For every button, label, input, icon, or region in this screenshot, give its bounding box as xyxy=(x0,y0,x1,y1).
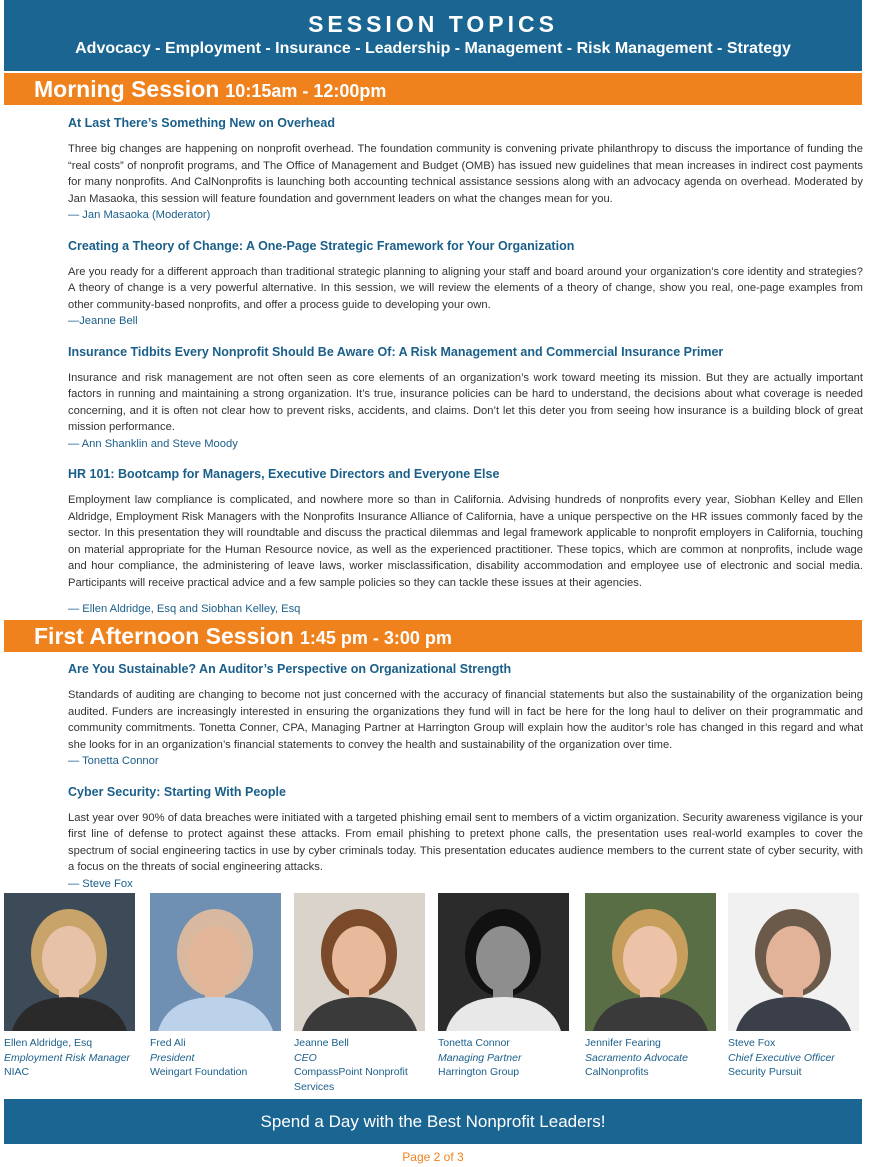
speaker-title: President xyxy=(150,1051,195,1064)
morning-session-bar xyxy=(4,73,862,105)
topic-body: Employment law compliance is complicated, and nowhere more so than in California. Advising hundreds of nonprofits every year, Siobhan Kelley and Ellen Aldridge, Employment Risk Managers with the Nonprofits Insurance Alliance of California, have a unique perspective on the HR issues commonly faced by the sector. In this presentation they will roundtable and discuss the practical dilemmas and legal framework applicable to nonprofit employers in California, touching on material appropriate for the Human Resource novice, as well as the experienced practitioner. These topics, which are common at nonprofits, include wage and hour compliance, the administering of leave laws, worker misclassification, disability accommodation and employee use of electronic and social media. Participants will receive practical advice and a few sample policies so they can tackle these issues at their agencies. xyxy=(68,494,863,589)
topic-title: At Last There’s Something New on Overhead xyxy=(68,116,335,130)
afternoon-session-bar xyxy=(4,620,862,652)
speaker-org: CalNonprofits xyxy=(585,1066,649,1078)
footer-banner: Spend a Day with the Best Nonprofit Leaders! xyxy=(4,1099,862,1144)
topic-speaker: —Jeanne Bell xyxy=(68,315,138,327)
speaker-photo xyxy=(150,893,281,1031)
speaker-org: NIAC xyxy=(4,1066,30,1078)
topic-theory-of-change xyxy=(68,239,863,330)
speaker-photo xyxy=(294,893,425,1031)
afternoon-topics xyxy=(68,662,863,892)
speaker-name: Fred Ali xyxy=(150,1037,186,1049)
topic-insurance xyxy=(68,345,863,453)
header-title: SESSION TOPICS xyxy=(308,11,558,37)
speaker-name: Tonetta Connor xyxy=(438,1037,510,1049)
afternoon-session-name: First Afternoon Session xyxy=(34,623,294,649)
morning-topics xyxy=(68,116,863,618)
topic-title: Creating a Theory of Change: A One-Page Strategic Framework for Your Organization xyxy=(68,238,575,253)
speaker-org: Weingart Foundation xyxy=(150,1066,248,1078)
morning-session-time: 10:15am - 12:00pm xyxy=(225,81,387,101)
topic-title: HR 101: Bootcamp for Managers, Executive Directors and Everyone Else xyxy=(68,467,500,481)
afternoon-session-time: 1:45 pm - 3:00 pm xyxy=(299,628,452,648)
topic-body: Are you ready for a different approach than traditional strategic planning to aligning your staff and board around your organization’s core identity and strategies? A theory of change is a very powerful alternative. In this session, we will review the elements of a theory of change, show you real, one-page examples from other community-based nonprofits, and offer a process guide to developing your own. xyxy=(68,265,863,311)
topic-hr-101 xyxy=(68,467,863,618)
speaker-photo xyxy=(728,893,859,1031)
speaker-name: Steve Fox xyxy=(728,1037,776,1049)
speaker-photo xyxy=(4,893,135,1031)
speaker-photo xyxy=(585,893,716,1031)
topic-title: Insurance Tidbits Every Nonprofit Should Be Aware Of: A Risk Management and Commercial Insurance Primer xyxy=(68,344,724,359)
speaker-card xyxy=(728,893,868,1080)
topic-speaker: — Steve Fox xyxy=(68,877,133,890)
topic-body: Insurance and risk management are not often seen as core elements of an organization’s work toward meeting its mission. But they are actually important factors in running and maintaining a strong organization. It’s true, insurance policies can be hard to understand, the decisions about what coverage is needed concerning, and it is often not clear how to prevent risks, accidents, and claims. Don’t let this deter you from seeing how insurance is a building block of great mission performance. xyxy=(68,371,863,433)
topic-cyber-security xyxy=(68,785,863,893)
speaker-name: Ellen Aldridge, Esq xyxy=(4,1037,93,1049)
speaker-photo xyxy=(438,893,569,1031)
speaker-card xyxy=(150,893,290,1080)
speaker-org: Harrington Group xyxy=(438,1066,520,1078)
speaker-name: Jeanne Bell xyxy=(294,1037,349,1049)
speaker-org: Security Pursuit xyxy=(728,1066,802,1078)
header-banner xyxy=(4,0,862,71)
morning-session-name: Morning Session xyxy=(34,76,220,102)
topic-sustainable xyxy=(68,662,863,770)
speaker-card xyxy=(585,893,725,1080)
speaker-name: Jennifer Fearing xyxy=(585,1037,661,1049)
topic-speaker: — Ellen Aldridge, Esq and Siobhan Kelley, Esq xyxy=(68,603,301,615)
topic-overhead xyxy=(68,116,863,224)
speaker-title: Managing Partner xyxy=(438,1051,522,1064)
speaker-card xyxy=(438,893,578,1080)
speaker-card xyxy=(4,893,144,1080)
topic-speaker: — Tonetta Connor xyxy=(68,755,159,767)
topic-title: Are You Sustainable? An Auditor’s Perspective on Organizational Strength xyxy=(68,662,512,676)
speaker-title: Employment Risk Manager xyxy=(4,1051,131,1064)
header-subtitle: Advocacy - Employment - Insurance - Leadership - Management - Risk Management - Strategy xyxy=(75,40,791,57)
topic-body: Last year over 90% of data breaches were initiated with a targeted phishing email sent to members of a victim organization. Security awareness vigilance is your first line of defense to protect against these attacks. From email phishing to pretext phone calls, the presentation uses real-world examples to cover the spectrum of social engineering tactics in use by cyber criminals today. This presentation educates audience members to the current state of cyber security, with a focus on the threats of social engineering attacks. xyxy=(68,811,863,873)
speaker-title: Chief Executive Officer xyxy=(728,1051,835,1064)
topic-title: Cyber Security: Starting With People xyxy=(68,784,286,799)
topic-body: Standards of auditing are changing to become not just concerned with the accuracy of financial statements but also the sustainability of the organization being audited. Funders are increasingly interested in ensuring the organizations they fund will in fact be here for the long haul to deliver on their programmatic and community commitments. Tonetta Conner, CPA, Managing Partner at Harrington Group will explain how the auditor’s role has changed in this regard and what she looks for in an organization’s financial statements to convey the health and sustainability of the organization over time. xyxy=(68,689,863,751)
speaker-gallery xyxy=(4,893,862,1093)
topic-speaker: — Ann Shanklin and Steve Moody xyxy=(68,437,238,450)
page-number: Page 2 of 3 xyxy=(402,1150,464,1164)
speaker-title: Sacramento Advocate xyxy=(585,1051,688,1064)
speaker-title: CEO xyxy=(294,1051,317,1064)
topic-speaker: — Jan Masaoka (Moderator) xyxy=(68,209,211,221)
topic-body: Three big changes are happening on nonprofit overhead. The foundation community is convening private philanthropy to discuss the importance of funding the “real costs” of nonprofit programs, and The Office of Management and Budget (OMB) has issued new guidelines that mean increases in indirect cost payments for many nonprofits. And CalNonprofits is launching both accounting technical assistance sessions along with an advocacy agenda on overhead. Moderated by Jan Masaoka, this session will feature foundation and government leaders on what the changes mean for you. xyxy=(68,143,863,205)
speaker-org: CompassPoint Nonprofit Services xyxy=(294,1066,408,1093)
speaker-card xyxy=(294,893,434,1094)
